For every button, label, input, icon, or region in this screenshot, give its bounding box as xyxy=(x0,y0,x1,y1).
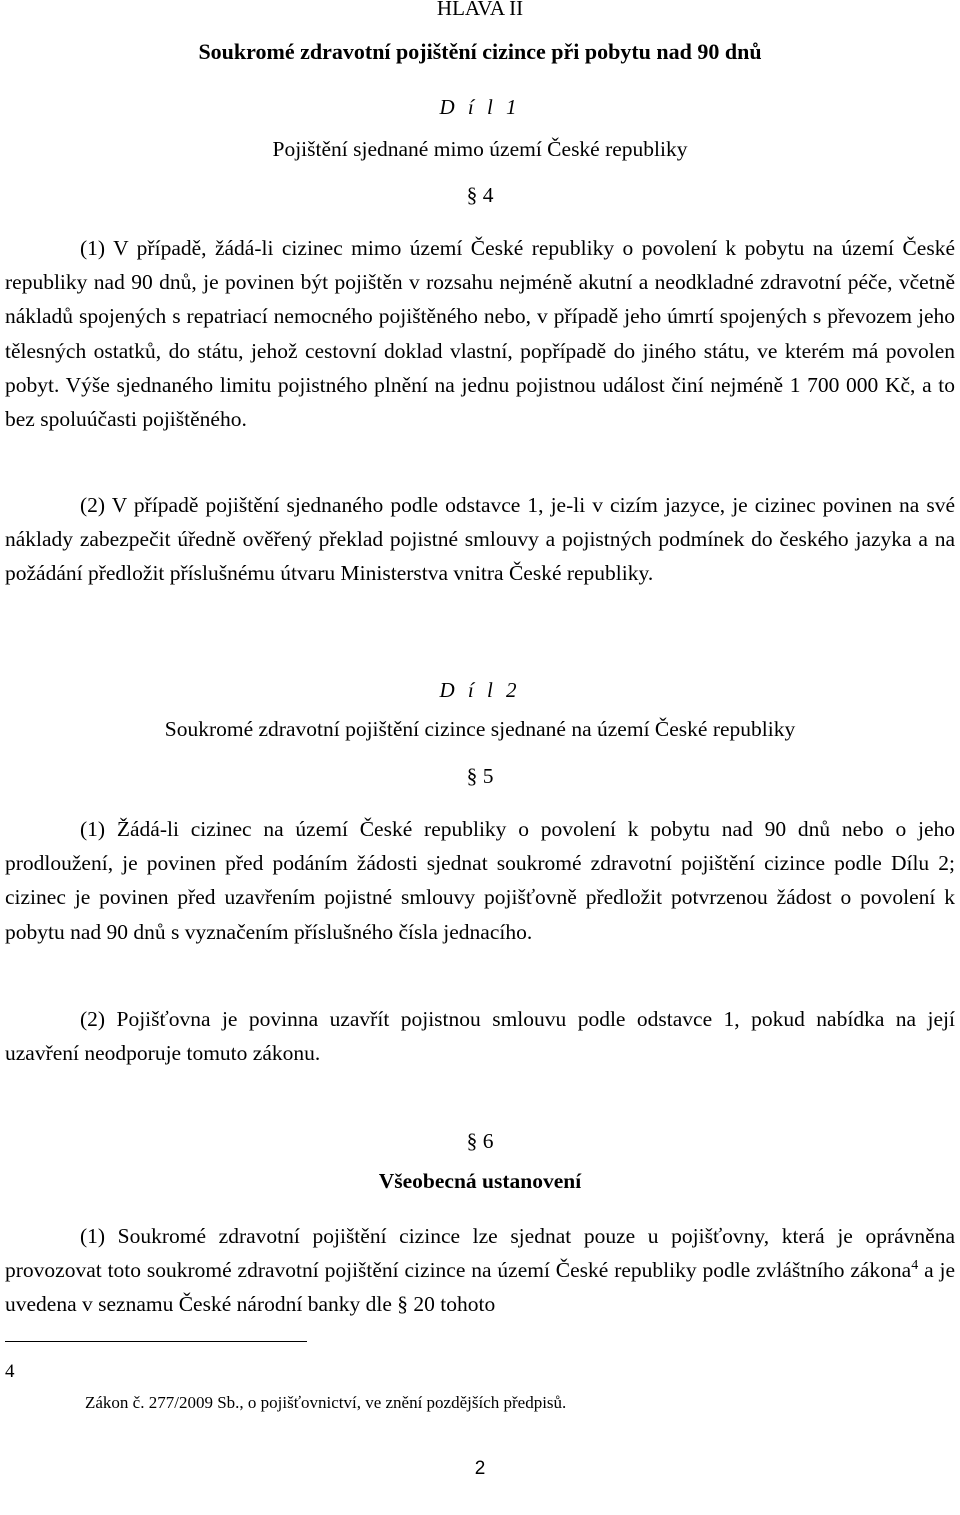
part-1-label: D í l 1 xyxy=(439,95,521,119)
footnote-separator xyxy=(5,1341,307,1342)
section-5-heading: § 5 xyxy=(466,764,494,788)
section-6-title: Všeobecná ustanovení xyxy=(378,1169,582,1193)
chapter-title: Soukromé zdravotní pojištění cizince při pobytu nad 90 dnů xyxy=(198,39,762,64)
footnote-text: Zákon č. 277/2009 Sb., o pojišťovnictví, ve znění pozdějších předpisů. xyxy=(85,1393,567,1412)
part-2-label: D í l 2 xyxy=(439,678,521,702)
section-4-paragraph-2: (2) V případě pojištění sjednaného podle odstavce 1, je-li v cizím jazyce, je cizinec povinen na své náklady zabezpečit úředně ověřený překlad pojistné smlouvy a pojistných podmínek do českého jazyka a na požádání předložit příslušnému útvaru Ministerstva vnitra České republiky. xyxy=(5,493,955,586)
section-4-paragraph-1: (1) V případě, žádá-li cizinec mimo území České republiky o povolení k pobytu na území České republiky nad 90 dnů, je povinen být pojištěn v rozsahu nejméně akutní a neodkladné zdravotní péče, včetně nákladů spojených s repatriací nemocného pojištěného nebo, v případě jeho úmrtí spojených s převozem jeho tělesných ostatků, do státu, jehož cestovní doklad vlastní, popřípadě do jiného státu, ve kterém má povolen pobyt. Výše sjednaného limitu pojistného plnění na jednu pojistnou událost činí nejméně 1 700 000 Kč, a to bez spoluúčasti pojištěného. xyxy=(5,236,955,432)
section-5-paragraph-1: (1) Žádá-li cizinec na území České republiky o povolení k pobytu nad 90 dnů nebo o jeho prodloužení, je povinen před podáním žádosti sjednat soukromé zdravotní pojištění cizince podle Dílu 2; cizinec je povinen před uzavřením pojistné smlouvy pojišťovně předložit potvrzenou žádost o povolení k pobytu nad 90 dnů s vyznačením příslušného čísla jednacího. xyxy=(5,817,955,944)
section-6-paragraph-1 xyxy=(5,1219,955,1322)
section-6-paragraph-1-continuation: a je uvedena v seznamu České národní banky dle § 20 tohoto xyxy=(5,1258,956,1317)
section-6-heading: § 6 xyxy=(466,1129,494,1153)
footnote-number: 4 xyxy=(5,1361,15,1382)
footnote-reference: 4 xyxy=(911,1258,919,1274)
section-5-paragraph-2: (2) Pojišťovna je povinna uzavřít pojistnou smlouvu podle odstavce 1, pokud nabídka na její uzavření neodporuje tomuto zákonu. xyxy=(5,1007,955,1066)
part-1-title: Pojištění sjednané mimo území České republiky xyxy=(272,137,688,161)
section-6-paragraph-1-text: (1) Soukromé zdravotní pojištění cizince lze sjednat pouze u pojišťovny, která je oprávněna provozovat toto soukromé zdravotní pojištění cizince na území České republiky podle zvláštního zákona xyxy=(5,1224,955,1283)
part-2-title: Soukromé zdravotní pojištění cizince sjednané na území České republiky xyxy=(164,717,796,741)
section-4-heading: § 4 xyxy=(466,183,494,207)
page-number: 2 xyxy=(474,1458,486,1479)
chapter-heading: HLAVA II xyxy=(436,0,524,20)
